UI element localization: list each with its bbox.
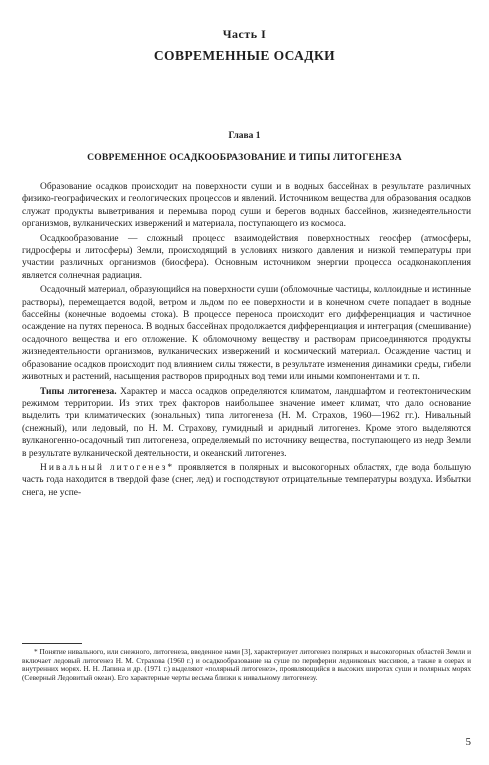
nival-lithogenesis-term: Нивальный литогенез*	[40, 462, 175, 473]
footnote: * Понятие нивального, или снежного, литогенеза, введенное нами [3], характеризует литогенез полярных и высокогорных областей Земли и включает ледовый литогенез Н. М. Страхова (1960 г.) и осадкообразование на суше по периферии ледниковых массивов, а также в озерах и внутренних морях. Н. Н. Лапина и др. (1971 г.) выделяют «полярный литогенез», проявляющийся в высоких широтах суши и полярных морях (Северный Ледовитый океан). Его характерные черты весьма близки к нивальному литогенезу.	[22, 647, 471, 682]
body-text	[22, 181, 471, 501]
part-label: Часть I	[222, 27, 267, 41]
footnote-divider	[22, 643, 82, 644]
paragraph-2: Осадкообразование — сложный процесс взаимодействия поверхностных геосфер (атмосферы, гидросферы и литосферы) Земли, происходящий в условиях низкого давления и низкой температуры при участии различных организмов (биосфера). Основным источником энергии процесса осадконакопления является солнечная радиация.	[22, 233, 471, 281]
paragraph-4	[22, 386, 471, 460]
paragraph-4-text: Характер и масса осадков определяются климатом, ландшафтом и геотектоническим режимом территории. Из этих трех факторов наибольшее значение имеет климат, что дало основание выделить три климатических (зональных) типа литогенеза (Н. М. Страхов, 1960—1962 гг.). Нивальный (снежный), или ледовый, по Н. М. Страхову, гумидный и аридный литогенез. Кроме этого выделяются вулканогенно-осадочный тип литогенеза, определяемый по источнику вещества, поступающего из недр Земли в результате вулканической деятельности, и океанский литогенез.	[22, 386, 471, 459]
chapter-label: Глава 1	[228, 131, 261, 141]
paragraph-1: Образование осадков происходит на поверхности суши и в водных бассейнах в результате различных физико-географических и геологических процессов и явлений. Источником вещества для образования осадков служат продукты выветривания и перемыва пород суши и берегов водных бассейнов, жизнедеятельности организмов, вулканических извержений и материала, поступающего из космоса.	[22, 182, 471, 230]
page-number: 5	[465, 736, 471, 748]
paragraph-5	[22, 462, 471, 499]
chapter-title: СОВРЕМЕННОЕ ОСАДКООБРАЗОВАНИЕ И ТИПЫ ЛИТОГЕНЕЗА	[87, 152, 402, 163]
part-title: СОВРЕМЕННЫЕ ОСАДКИ	[153, 48, 336, 63]
paragraph-5-text: проявляется в полярных и высокогорных областях, где вода большую часть года находится в твердой фазе (снег, лед) и господствуют отрицательные температуры воздуха. Избытки снега, не успе-	[22, 462, 472, 498]
paragraph-3: Осадочный материал, образующийся на поверхности суши (обломочные частицы, коллоидные и истинные растворы), перемещается водой, ветром и льдом по ее поверхности и в конечном счете попадает в водные бассейны (конечные водоемы стока). В процессе переноса происходит его дифференциация и частичное осаждение на путях переноса. В водных бассейнах продолжается дифференциация и интеграция (смешивание) осадочного вещества и его отложение. К обломочному веществу и растворам присоединяются продукты жизнедеятельности организмов, вулканических извержений и космический материал. Осаждение частиц и образование осадков происходит под влиянием силы тяжести, в результате изменения динамики среды, гибели животных и растений, насыщения растворов природных вод теми или иными компонентами и т. п.	[22, 285, 471, 383]
lithogenesis-types-heading: Типы литогенеза.	[40, 386, 117, 397]
